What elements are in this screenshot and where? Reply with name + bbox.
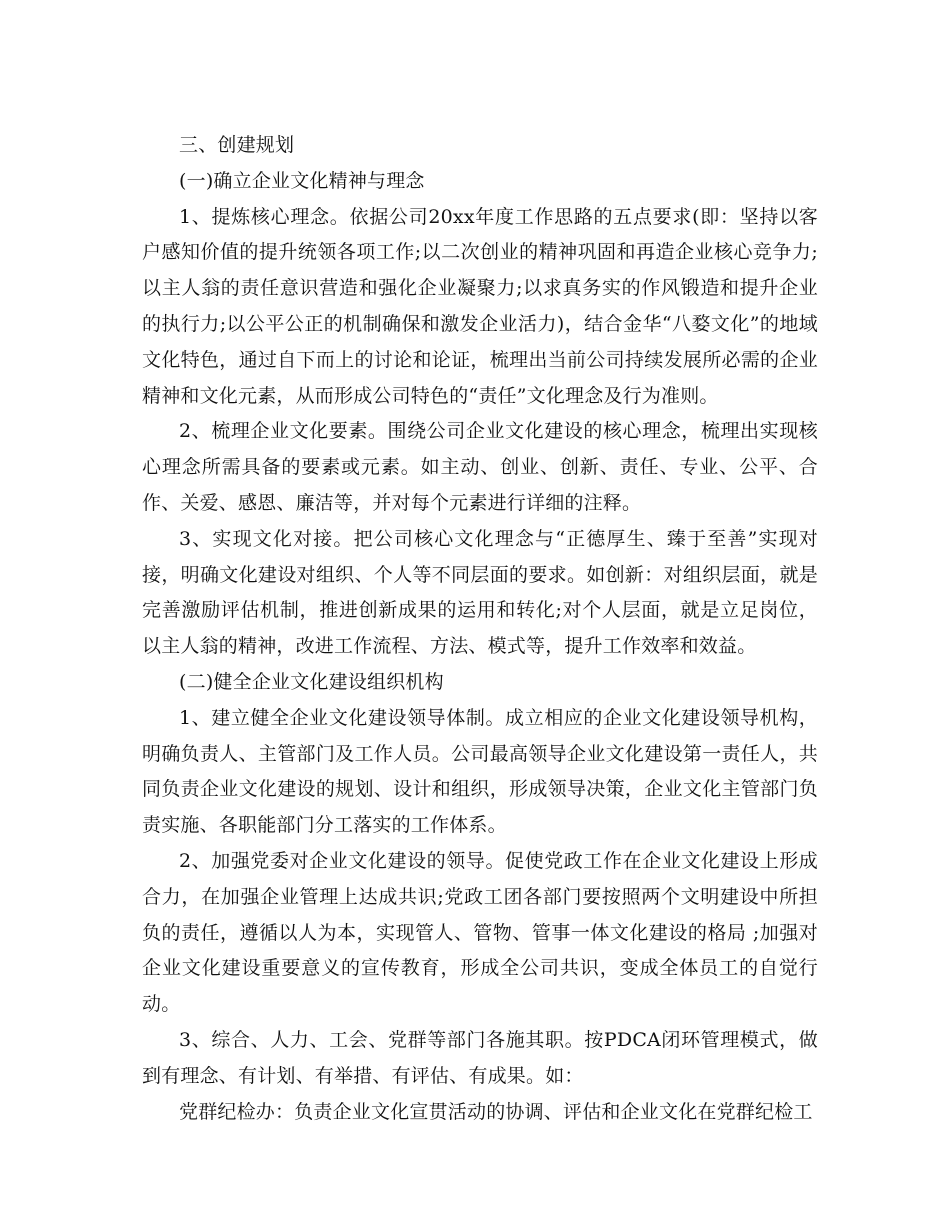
document-body xyxy=(142,128,818,1130)
section-title: 三、创建规划 xyxy=(179,134,295,156)
paragraph-2-1: 1、建立健全企业文化建设领导体制。成立相应的企业文化建设领导机构，明确负责人、主管部门及工作人员。公司最高领导企业文化建设第一责任人，共同负责企业文化建设的规划、设计和组织，形成领导决策，企业文化主管部门负责实施、各职能部门分工落实的工作体系。 xyxy=(142,706,818,837)
subsection-title-2: (二)健全企业文化建设组织机构 xyxy=(179,670,444,693)
subsection-title-1: (一)确立企业文化精神与理念 xyxy=(179,169,425,192)
paragraph-2-4: 党群纪检办：负责企业文化宣贯活动的协调、评估和企业文化在党群纪检工 xyxy=(179,1100,813,1123)
paragraph-1-2: 2、梳理企业文化要素。围绕公司企业文化建设的核心理念，梳理出实现核心理念所需具备的要素或元素。如主动、创业、创新、责任、专业、公平、合作、关爱、感恩、廉洁等，并对每个元素进行详细的注释。 xyxy=(142,420,818,514)
paragraph-1-1: 1、提炼核心理念。依据公司20xx年度工作思路的五点要求(即：坚持以客户感知价值的提升统领各项工作;以二次创业的精神巩固和再造企业核心竞争力;以主人翁的责任意识营造和强化企业凝聚力;以求真务实的作风锻造和提升企业的执行力;以公平公正的机制确保和激发企业活力)，结合金华“八婺文化”的地域文化特色，通过自下而上的讨论和论证，梳理出当前公司持续发展所必需的企业精神和文化元素，从而形成公司特色的“责任”文化理念及行为准则。 xyxy=(142,205,818,407)
paragraph-2-2: 2、加强党委对企业文化建设的领导。促使党政工作在企业文化建设上形成合力，在加强企业管理上达成共识;党政工团各部门要按照两个文明建设中所担负的责任，遵循以人为本，实现管人、管物、管事一体文化建设的格局 ;加强对企业文化建设重要意义的宣传教育，形成全公司共识，变成全体员工的自觉行动。 xyxy=(142,849,818,1016)
paragraph-1-3: 3、实现文化对接。把公司核心文化理念与“正德厚生、臻于至善”实现对接，明确文化建设对组织、个人等不同层面的要求。如创新：对组织层面，就是完善激励评估机制，推进创新成果的运用和转化;对个人层面，就是立足岗位，以主人翁的精神，改进工作流程、方法、模式等，提升工作效率和效益。 xyxy=(142,527,818,658)
paragraph-2-3: 3、综合、人力、工会、党群等部门各施其职。按PDCA闭环管理模式，做到有理念、有计划、有举措、有评估、有成果。如： xyxy=(142,1028,818,1087)
